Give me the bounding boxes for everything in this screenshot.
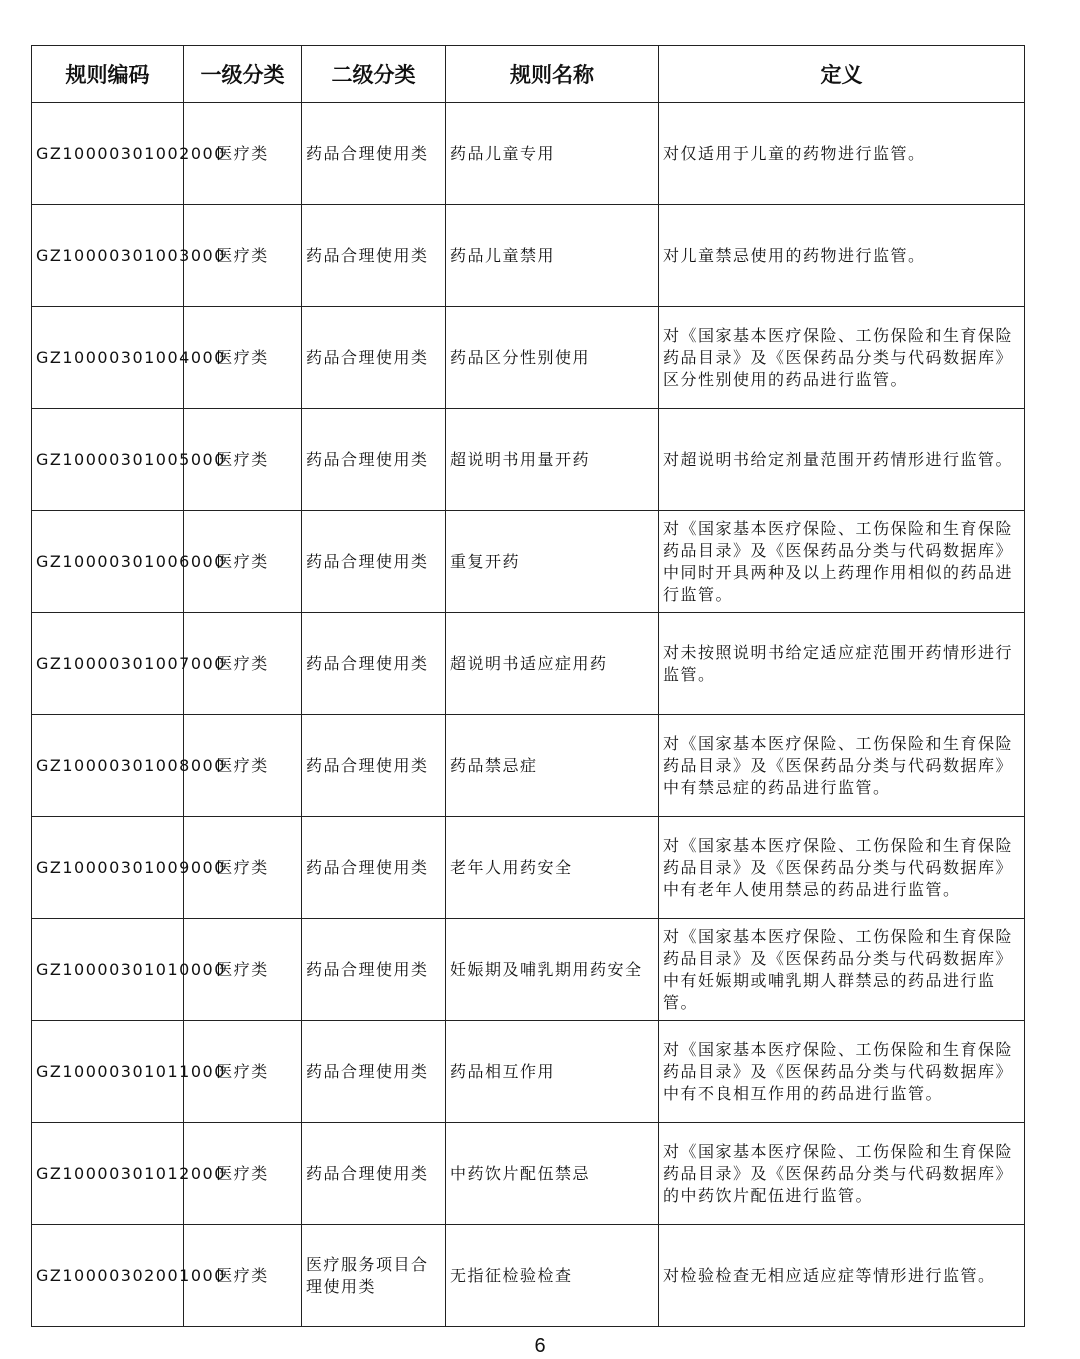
rule-name-cell: 超说明书适应症用药	[446, 613, 659, 715]
table-row	[32, 817, 1025, 919]
level2-category-cell: 药品合理使用类	[302, 103, 446, 205]
definition-cell: 对《国家基本医疗保险、工伤保险和生育保险药品目录》及《医保药品分类与代码数据库》中有妊娠期或哺乳期人群禁忌的药品进行监管。	[659, 919, 1025, 1021]
definition-cell: 对《国家基本医疗保险、工伤保险和生育保险药品目录》及《医保药品分类与代码数据库》区分性别使用的药品进行监管。	[659, 307, 1025, 409]
header-definition: 定义	[659, 46, 1025, 103]
level1-category-cell: 医疗类	[184, 613, 302, 715]
definition-cell: 对《国家基本医疗保险、工伤保险和生育保险药品目录》及《医保药品分类与代码数据库》中同时开具两种及以上药理作用相似的药品进行监管。	[659, 511, 1025, 613]
header-level1-category: 一级分类	[184, 46, 302, 103]
level2-category-cell: 药品合理使用类	[302, 1021, 446, 1123]
definition-cell: 对超说明书给定剂量范围开药情形进行监管。	[659, 409, 1025, 511]
level1-category-cell: 医疗类	[184, 817, 302, 919]
level1-category-cell: 医疗类	[184, 715, 302, 817]
rule-code-cell: GZ10000301002000	[32, 103, 184, 205]
table-row	[32, 715, 1025, 817]
rule-code-cell: GZ10000301006000	[32, 511, 184, 613]
table-row	[32, 1123, 1025, 1225]
rule-name-cell: 药品儿童禁用	[446, 205, 659, 307]
table-row	[32, 1225, 1025, 1327]
level1-category-cell: 医疗类	[184, 409, 302, 511]
rule-name-cell: 药品儿童专用	[446, 103, 659, 205]
rule-code-cell: GZ10000301003000	[32, 205, 184, 307]
level2-category-cell: 药品合理使用类	[302, 511, 446, 613]
rule-name-cell: 妊娠期及哺乳期用药安全	[446, 919, 659, 1021]
table-row	[32, 511, 1025, 613]
table-row	[32, 409, 1025, 511]
definition-cell: 对《国家基本医疗保险、工伤保险和生育保险药品目录》及《医保药品分类与代码数据库》中有禁忌症的药品进行监管。	[659, 715, 1025, 817]
rule-code-cell: GZ10000301010000	[32, 919, 184, 1021]
table-row	[32, 307, 1025, 409]
header-rule-code: 规则编码	[32, 46, 184, 103]
level2-category-cell: 药品合理使用类	[302, 817, 446, 919]
level2-category-cell: 药品合理使用类	[302, 409, 446, 511]
level2-category-cell: 医疗服务项目合理使用类	[302, 1225, 446, 1327]
level1-category-cell: 医疗类	[184, 919, 302, 1021]
table-header-row	[32, 46, 1025, 103]
rule-code-cell: GZ10000302001000	[32, 1225, 184, 1327]
definition-cell: 对未按照说明书给定适应症范围开药情形进行监管。	[659, 613, 1025, 715]
definition-cell: 对《国家基本医疗保险、工伤保险和生育保险药品目录》及《医保药品分类与代码数据库》的中药饮片配伍进行监管。	[659, 1123, 1025, 1225]
rule-name-cell: 中药饮片配伍禁忌	[446, 1123, 659, 1225]
rule-code-cell: GZ10000301008000	[32, 715, 184, 817]
level1-category-cell: 医疗类	[184, 1225, 302, 1327]
definition-cell: 对儿童禁忌使用的药物进行监管。	[659, 205, 1025, 307]
rule-name-cell: 无指征检验检查	[446, 1225, 659, 1327]
table-row	[32, 205, 1025, 307]
level2-category-cell: 药品合理使用类	[302, 715, 446, 817]
rule-code-cell: GZ10000301007000	[32, 613, 184, 715]
rules-table	[31, 45, 1025, 1327]
header-rule-name: 规则名称	[446, 46, 659, 103]
rule-name-cell: 超说明书用量开药	[446, 409, 659, 511]
definition-cell: 对《国家基本医疗保险、工伤保险和生育保险药品目录》及《医保药品分类与代码数据库》中有老年人使用禁忌的药品进行监管。	[659, 817, 1025, 919]
level1-category-cell: 医疗类	[184, 307, 302, 409]
header-level2-category: 二级分类	[302, 46, 446, 103]
rule-code-cell: GZ10000301005000	[32, 409, 184, 511]
definition-cell: 对《国家基本医疗保险、工伤保险和生育保险药品目录》及《医保药品分类与代码数据库》中有不良相互作用的药品进行监管。	[659, 1021, 1025, 1123]
page-number: 6	[534, 1335, 546, 1357]
level2-category-cell: 药品合理使用类	[302, 919, 446, 1021]
level2-category-cell: 药品合理使用类	[302, 205, 446, 307]
table-row	[32, 1021, 1025, 1123]
rule-name-cell: 老年人用药安全	[446, 817, 659, 919]
level1-category-cell: 医疗类	[184, 205, 302, 307]
level1-category-cell: 医疗类	[184, 1021, 302, 1123]
table-row	[32, 103, 1025, 205]
rule-code-cell: GZ10000301009000	[32, 817, 184, 919]
level1-category-cell: 医疗类	[184, 1123, 302, 1225]
definition-cell: 对仅适用于儿童的药物进行监管。	[659, 103, 1025, 205]
level2-category-cell: 药品合理使用类	[302, 1123, 446, 1225]
rule-name-cell: 药品区分性别使用	[446, 307, 659, 409]
rule-code-cell: GZ10000301011000	[32, 1021, 184, 1123]
rule-code-cell: GZ10000301004000	[32, 307, 184, 409]
level2-category-cell: 药品合理使用类	[302, 307, 446, 409]
rule-code-cell: GZ10000301012000	[32, 1123, 184, 1225]
rule-name-cell: 药品禁忌症	[446, 715, 659, 817]
level2-category-cell: 药品合理使用类	[302, 613, 446, 715]
table-row	[32, 613, 1025, 715]
level1-category-cell: 医疗类	[184, 511, 302, 613]
table-row	[32, 919, 1025, 1021]
level1-category-cell: 医疗类	[184, 103, 302, 205]
definition-cell: 对检验检查无相应适应症等情形进行监管。	[659, 1225, 1025, 1327]
rule-name-cell: 重复开药	[446, 511, 659, 613]
rule-name-cell: 药品相互作用	[446, 1021, 659, 1123]
